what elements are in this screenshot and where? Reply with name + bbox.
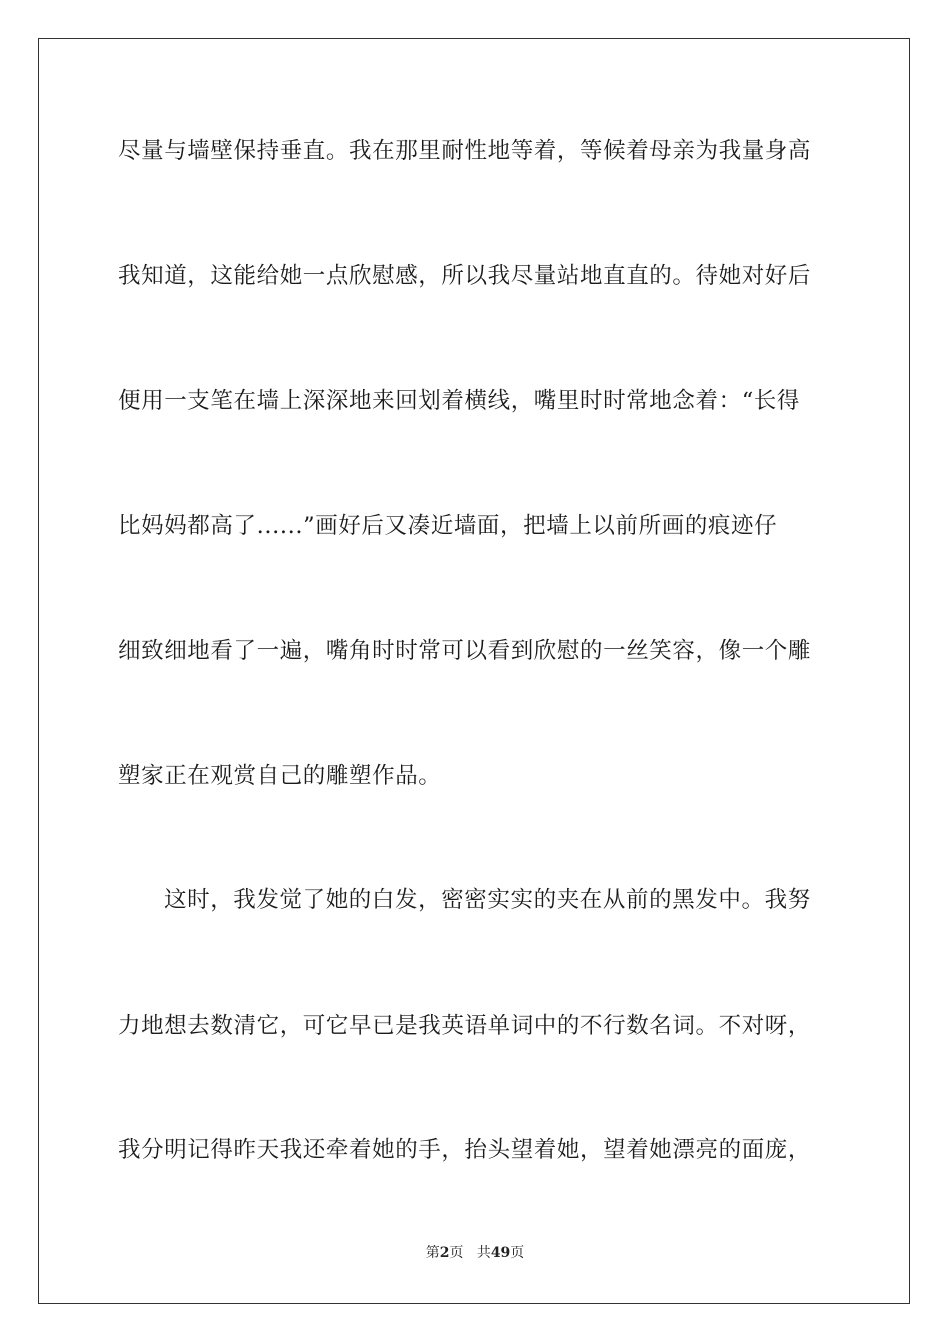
page-footer <box>0 1244 950 1262</box>
body-line-8: 力地想去数清它，可它早已是我英语单词中的不行数名词。不对呀， <box>118 1013 812 1039</box>
body-line-4: 比妈妈都高了......”画好后又凑近墙面，把墙上以前所画的痕迹仔 <box>118 513 778 539</box>
total-prefix: 共 <box>476 1245 491 1261</box>
body-line-3: 便用一支笔在墙上深深地来回划着横线，嘴里时时常地念着：“长得 <box>118 388 801 414</box>
body-line-1: 尽量与墙壁保持垂直。我在那里耐性地等着，等候着母亲为我量身高 <box>118 138 812 164</box>
page-border <box>38 38 910 1304</box>
body-line-9: 我分明记得昨天我还牵着她的手，抬头望着她，望着她漂亮的面庞， <box>118 1137 812 1163</box>
total-pages: 49 <box>490 1245 511 1261</box>
page-suffix: 页 <box>449 1245 464 1261</box>
body-line-6: 塑家正在观赏自己的雕塑作品。 <box>118 763 442 789</box>
body-line-5: 细致细地看了一遍，嘴角时时常可以看到欣慰的一丝笑容，像一个雕 <box>118 638 812 664</box>
body-line-2: 我知道，这能给她一点欣慰感，所以我尽量站地直直的。待她对好后 <box>118 263 812 289</box>
total-suffix: 页 <box>510 1245 525 1261</box>
page-prefix: 第 <box>425 1245 440 1261</box>
body-line-7-indented: 这时，我发觉了她的白发，密密实实的夹在从前的黑发中。我努 <box>164 887 811 913</box>
page-number: 2 <box>439 1245 450 1261</box>
